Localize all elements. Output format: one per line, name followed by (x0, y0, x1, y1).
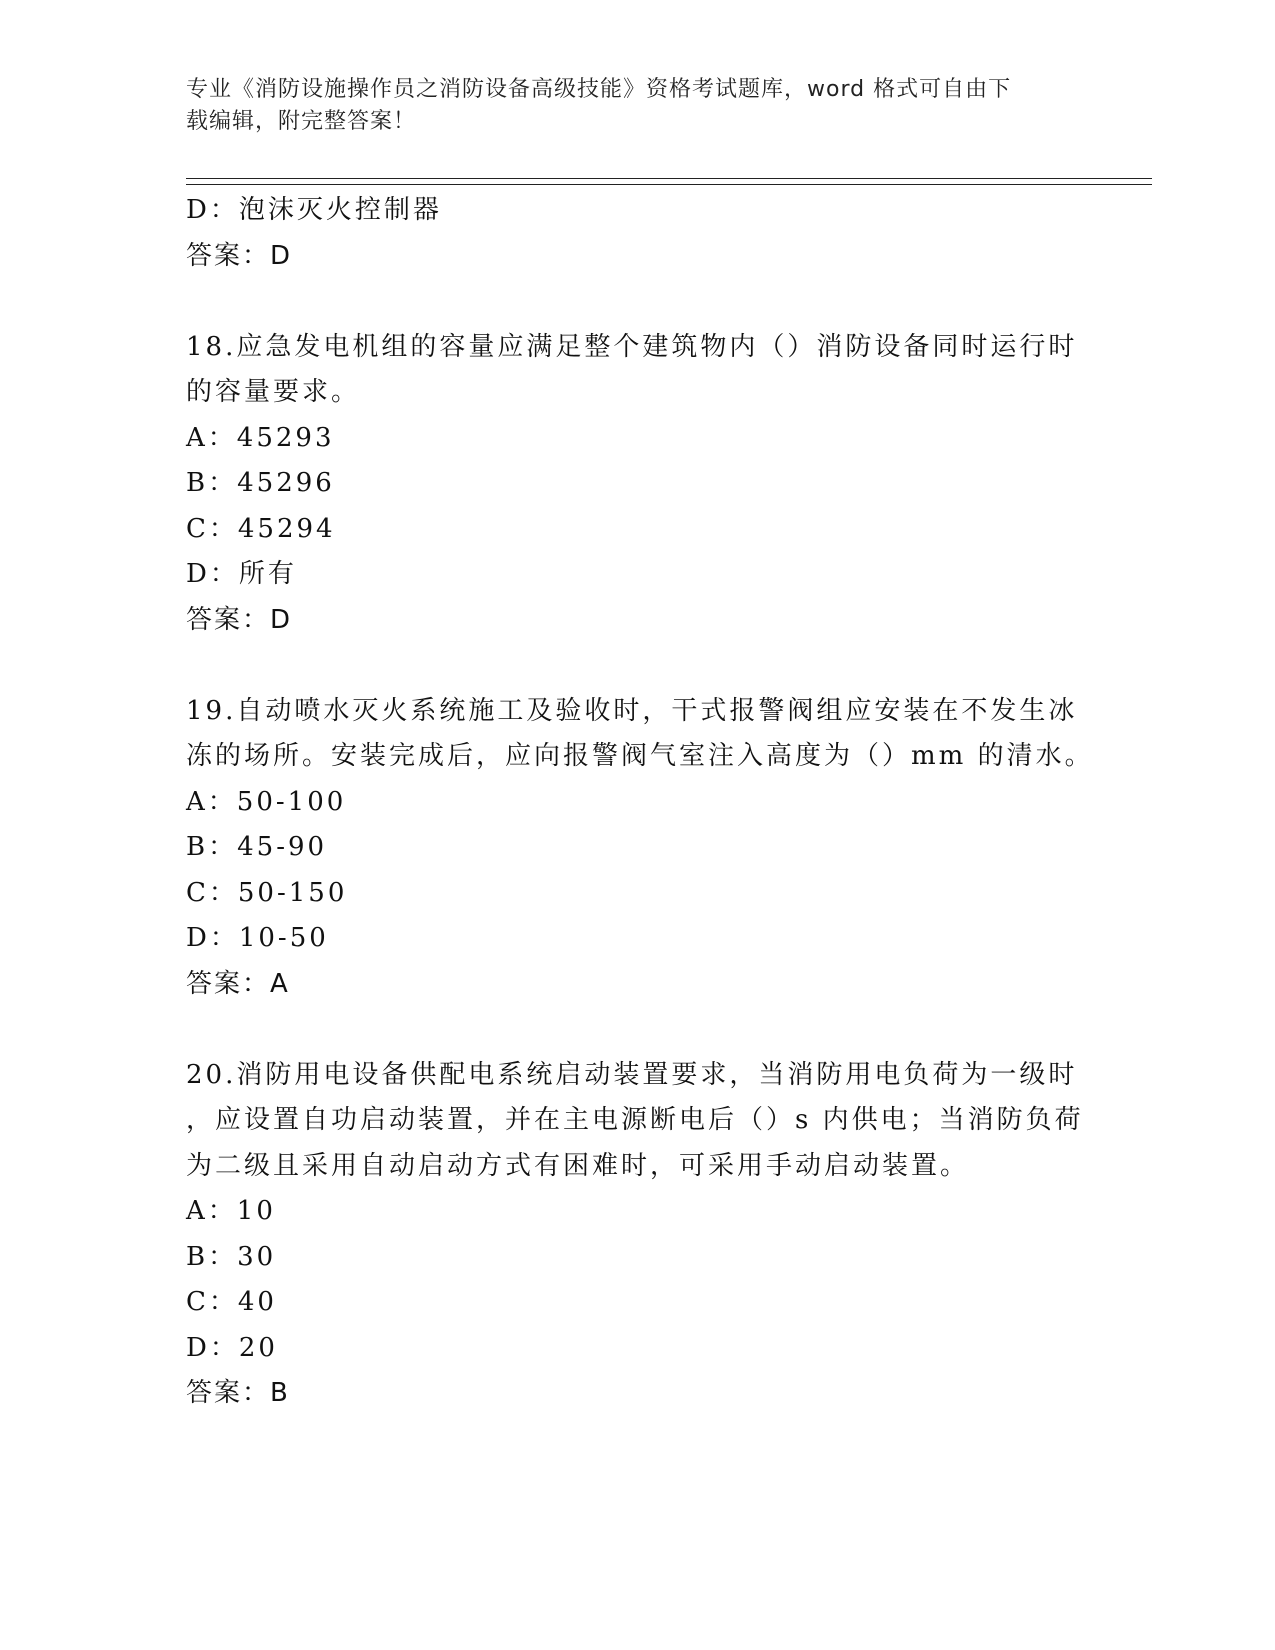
option-d: D：泡沫灭火控制器 (186, 195, 442, 225)
answer-line: 答案：B (186, 1378, 290, 1408)
question-stem (186, 689, 1094, 780)
option-c: C：45294 (186, 513, 336, 544)
stem-line: 19.自动喷水灭火系统施工及验收时，干式报警阀组应安装在不发生冰 (186, 695, 1078, 726)
document-body (186, 188, 1094, 1417)
stem-line: 18.应急发电机组的容量应满足整个建筑物内（）消防设备同时运行时 (186, 331, 1078, 362)
question-stem (186, 1053, 1086, 1190)
question-stem (186, 325, 1086, 416)
option-a: A：50-100 (186, 786, 347, 817)
question-20 (186, 1053, 1086, 1417)
option-d: D：10-50 (186, 923, 329, 953)
document-header (186, 74, 1086, 138)
option-b: B：30 (186, 1241, 277, 1272)
header-line-1: 专业《消防设施操作员之消防设备高级技能》资格考试题库，word 格式可自由下 (186, 77, 1012, 102)
header-line-2: 载编辑，附完整答案！ (186, 109, 417, 134)
option-b: B：45296 (186, 468, 335, 498)
answer-line: 答案：D (186, 240, 293, 271)
option-c: C：50-150 (186, 877, 348, 908)
stem-line: 的容量要求。 (186, 377, 361, 407)
question-18 (186, 325, 1086, 644)
spacer (186, 1007, 1086, 1053)
option-a: A：10 (186, 1196, 276, 1226)
option-a: A：45293 (186, 422, 335, 453)
option-c: C：40 (186, 1287, 277, 1317)
stem-line: 为二级且采用自动启动方式有困难时，可采用手动启动装置。 (186, 1150, 970, 1181)
option-d: D：20 (186, 1332, 278, 1363)
option-d: D：所有 (186, 559, 297, 589)
answer-line: 答案：A (186, 968, 290, 999)
stem-line: ，应设置自功启动装置，并在主电源断电后（）s 内供电；当消防负荷 (186, 1105, 1084, 1135)
option-b: B：45-90 (186, 832, 328, 862)
answer-line: 答案：D (186, 604, 293, 635)
header-divider-top (186, 178, 1152, 179)
question-19 (186, 689, 1094, 1008)
stem-line: 冻的场所。安装完成后，应向报警阀气室注入高度为（）mm 的清水。 (186, 741, 1094, 771)
spacer (186, 279, 1086, 325)
header-divider-bottom (186, 184, 1152, 185)
stem-line: 20.消防用电设备供配电系统启动装置要求，当消防用电负荷为一级时 (186, 1059, 1078, 1090)
question-17-continuation (186, 188, 1086, 279)
spacer (186, 643, 1086, 689)
